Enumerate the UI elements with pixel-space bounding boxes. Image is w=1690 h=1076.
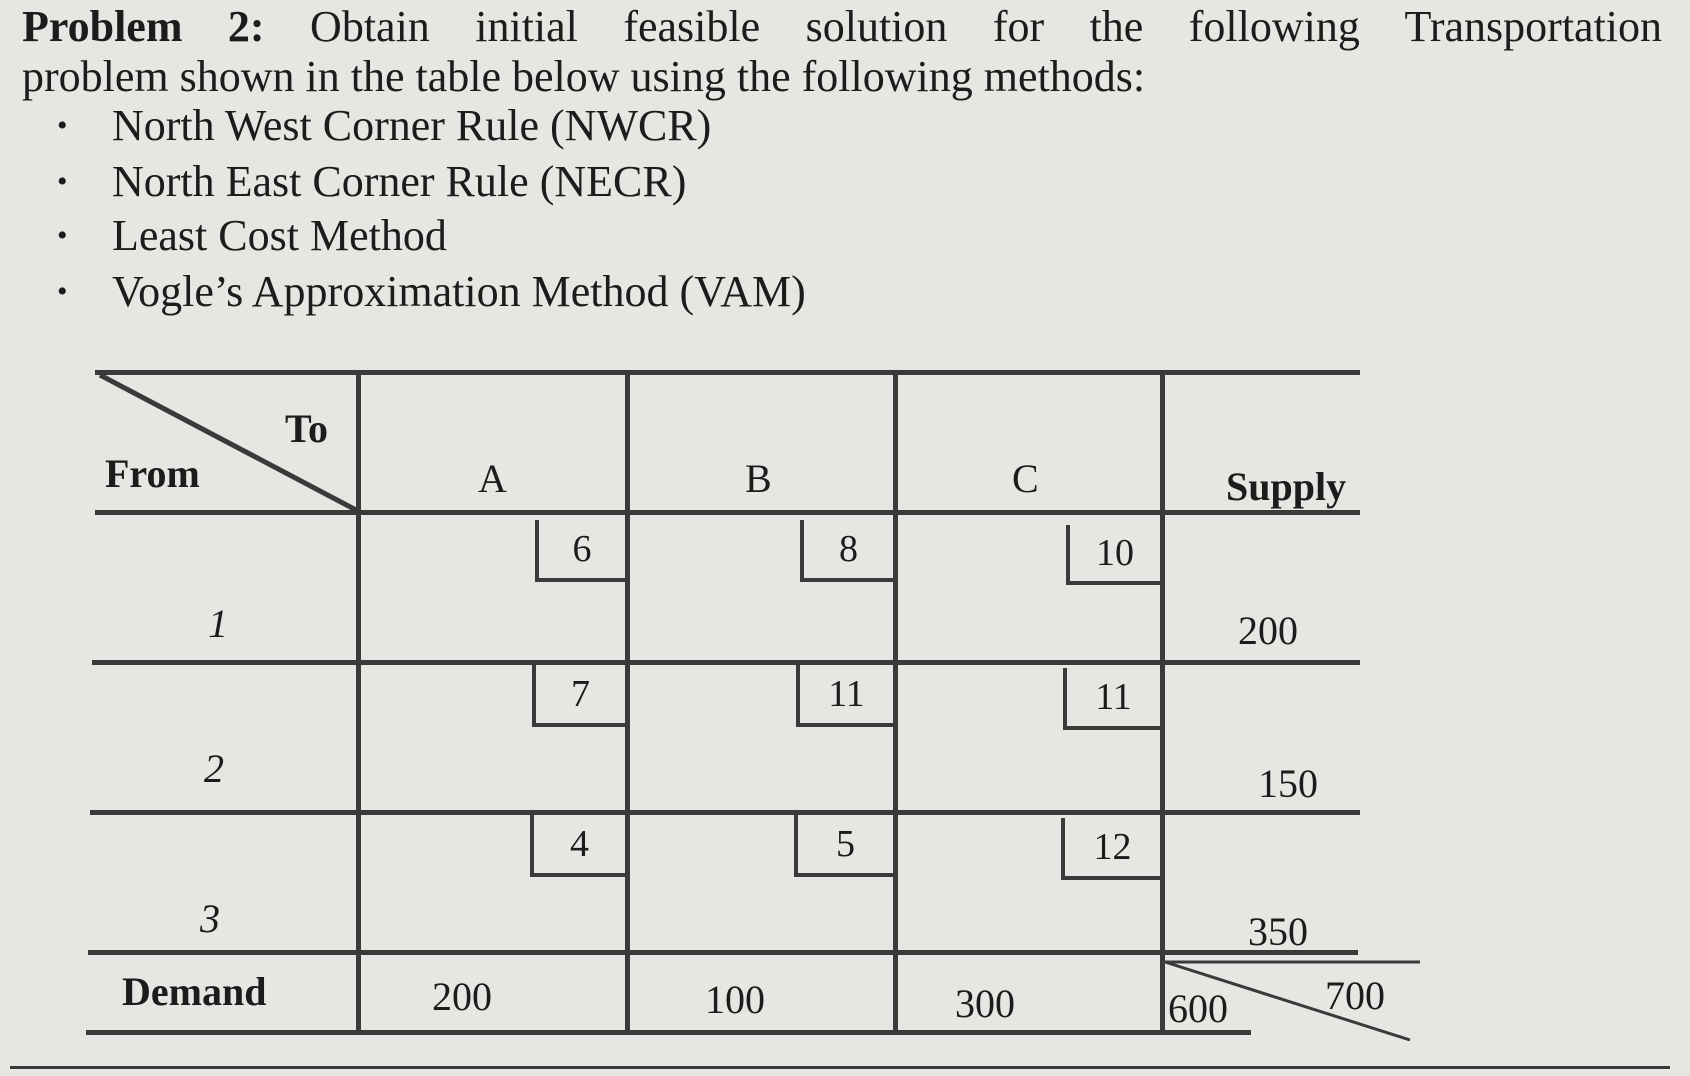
row-label-3: 3 — [200, 896, 220, 941]
corner-from-label: From — [105, 451, 200, 496]
column-header-c: C — [1012, 456, 1039, 501]
row-label-2: 2 — [204, 746, 224, 791]
supply-header: Supply — [1226, 464, 1347, 509]
problem-title: Problem 2: — [22, 2, 265, 51]
corner-to-label: To — [285, 406, 329, 451]
bullet-icon: • — [57, 165, 68, 198]
total-supply: 700 — [1325, 973, 1385, 1018]
demand-label: Demand — [122, 969, 267, 1014]
method-label: Vogle’s Approximation Method (VAM) — [112, 267, 806, 316]
cost-cell: 11 — [796, 665, 893, 727]
problem-line-2: problem shown in the table below using the following methods: — [22, 52, 1146, 101]
supply-value-1: 200 — [1238, 608, 1298, 653]
method-label: North East Corner Rule (NECR) — [112, 157, 687, 206]
cost-cell: 7 — [532, 665, 625, 727]
method-label: Least Cost Method — [112, 211, 447, 260]
cost-cell: 5 — [794, 815, 893, 877]
demand-value-c: 300 — [955, 981, 1015, 1026]
column-header-b: B — [745, 456, 772, 501]
bullet-icon: • — [57, 275, 68, 308]
row-label-1: 1 — [208, 601, 228, 646]
demand-value-b: 100 — [705, 977, 765, 1022]
cost-cell: 12 — [1061, 818, 1160, 880]
bullet-icon: • — [57, 109, 68, 142]
total-demand: 600 — [1168, 986, 1228, 1031]
bullet-icon: • — [57, 219, 68, 252]
problem-text-1: Obtain initial feasible solution for the following Transportation — [310, 2, 1663, 51]
cost-cell: 8 — [800, 520, 893, 582]
supply-value-2: 150 — [1258, 761, 1318, 806]
cost-cell: 4 — [530, 815, 625, 877]
supply-value-3: 350 — [1248, 909, 1308, 954]
method-label: North West Corner Rule (NWCR) — [112, 101, 712, 150]
demand-value-a: 200 — [432, 974, 492, 1019]
cost-cell: 11 — [1063, 668, 1160, 730]
cost-cell: 10 — [1066, 525, 1160, 585]
cost-cell: 6 — [535, 520, 625, 582]
column-header-a: A — [478, 456, 507, 501]
